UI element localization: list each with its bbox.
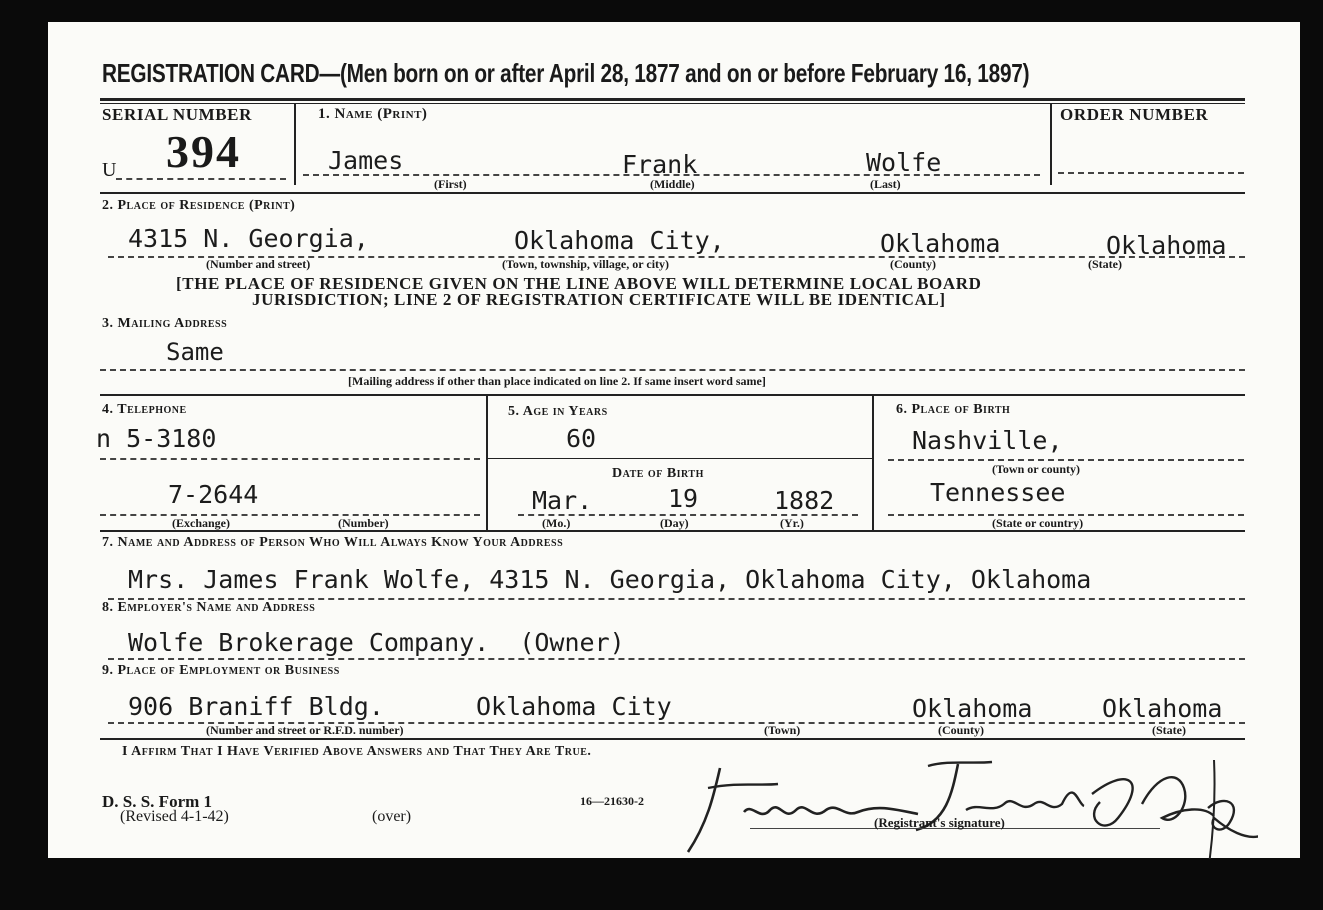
- employer-label: 8. Employer's Name and Address: [102, 600, 316, 615]
- age-value: 60: [566, 424, 597, 453]
- employment-county: Oklahoma: [912, 694, 1033, 723]
- divider: [486, 394, 488, 530]
- divider: [294, 103, 296, 185]
- rule: [100, 394, 1245, 396]
- rule: [108, 658, 1245, 660]
- dob-day-caption: (Day): [660, 516, 689, 530]
- serial-number-value: 394: [166, 126, 241, 177]
- print-code: 16—21630-2: [580, 794, 644, 808]
- registration-card: [48, 22, 1300, 858]
- dob-year-caption: (Yr.): [780, 516, 804, 530]
- card-title: REGISTRATION CARD—(Men born on or after April 28, 1877 and on or before February 16, 1897): [102, 58, 1030, 88]
- employment-state: Oklahoma: [1102, 694, 1223, 723]
- rule: [100, 103, 1245, 104]
- rule: [1058, 172, 1244, 174]
- telephone-line2: 7-2644: [168, 480, 259, 509]
- employment-town-caption: (Town): [764, 723, 801, 737]
- age-label: 5. Age in Years: [508, 404, 608, 419]
- employment-state-caption: (State): [1152, 723, 1186, 737]
- rule: [100, 514, 480, 516]
- dob-month: Mar.: [532, 486, 593, 515]
- birthplace-state-caption: (State or country): [992, 516, 1084, 530]
- rule: [100, 458, 480, 460]
- dob-month-caption: (Mo.): [542, 516, 571, 530]
- residence-street-caption: (Number and street): [206, 257, 311, 271]
- employer-value: Wolfe Brokerage Company. (Owner): [128, 628, 625, 657]
- registrant-signature: [648, 744, 1258, 859]
- residence-label: 2. Place of Residence (Print): [102, 198, 296, 213]
- divider: [1050, 103, 1052, 185]
- contact-value: Mrs. James Frank Wolfe, 4315 N. Georgia, Oklahoma City, Oklahoma: [128, 565, 1092, 594]
- contact-label: 7. Name and Address of Person Who Will Always Know Your Address: [102, 535, 564, 550]
- birthplace-town-caption: (Town or county): [992, 462, 1081, 476]
- residence-town-caption: (Town, township, village, or city): [502, 257, 670, 271]
- residence-state-caption: (State): [1088, 257, 1122, 271]
- first-caption: (First): [434, 177, 467, 191]
- rule: [116, 178, 286, 180]
- over-note: (over): [372, 808, 412, 825]
- rule: [303, 174, 1040, 176]
- rule: [100, 98, 1245, 101]
- employment-label: 9. Place of Employment or Business: [102, 663, 340, 678]
- mailing-caption: [Mailing address if other than place indicated on line 2. If same insert word same]: [348, 374, 766, 388]
- last-caption: (Last): [870, 177, 901, 191]
- form-revised: (Revised 4-1-42): [120, 808, 229, 825]
- employment-street-caption: (Number and street or R.F.D. number): [206, 723, 404, 737]
- mailing-label: 3. Mailing Address: [102, 316, 228, 331]
- rule: [100, 530, 1245, 532]
- order-number-label: ORDER NUMBER: [1060, 105, 1209, 124]
- rule: [100, 738, 1245, 740]
- middle-name: Frank: [622, 150, 698, 179]
- residence-street: 4315 N. Georgia,: [128, 224, 369, 253]
- dob-label: Date of Birth: [612, 466, 704, 481]
- mailing-value: Same: [166, 338, 224, 366]
- first-name: James: [328, 146, 404, 175]
- employment-street: 906 Braniff Bldg.: [128, 692, 384, 721]
- last-name: Wolfe: [866, 148, 942, 177]
- residence-notice-line2: JURISDICTION; LINE 2 OF REGISTRATION CERTIFICATE WILL BE IDENTICAL]: [252, 290, 946, 309]
- employment-county-caption: (County): [938, 723, 985, 737]
- telephone-line1: n 5-3180: [96, 424, 217, 453]
- dob-year: 1882: [774, 486, 835, 515]
- telephone-number-caption: (Number): [338, 516, 389, 530]
- rule: [888, 459, 1244, 461]
- name-label: 1. Name (Print): [318, 106, 428, 122]
- telephone-exchange-caption: (Exchange): [172, 516, 230, 530]
- rule: [488, 458, 872, 459]
- dob-day: 19: [668, 484, 699, 513]
- signature-caption: (Registrant's signature): [874, 815, 1005, 830]
- birthplace-label: 6. Place of Birth: [896, 402, 1011, 417]
- form-name: D. S. S. Form 1: [102, 792, 213, 811]
- affirm-text: I Affirm That I Have Verified Above Answers and That They Are True.: [122, 744, 592, 759]
- serial-prefix: U: [102, 159, 117, 181]
- rule: [100, 369, 1245, 371]
- residence-county-caption: (County): [890, 257, 937, 271]
- employment-town: Oklahoma City: [476, 692, 672, 721]
- residence-town: Oklahoma City,: [514, 226, 725, 255]
- middle-caption: (Middle): [650, 177, 695, 191]
- residence-county: Oklahoma: [880, 229, 1001, 258]
- residence-notice-line1: [THE PLACE OF RESIDENCE GIVEN ON THE LINE ABOVE WILL DETERMINE LOCAL BOARD: [176, 274, 982, 293]
- birthplace-state: Tennessee: [930, 478, 1066, 507]
- divider: [872, 394, 874, 530]
- telephone-label: 4. Telephone: [102, 402, 187, 417]
- birthplace-town: Nashville,: [912, 426, 1063, 455]
- serial-number-label: SERIAL NUMBER: [102, 105, 252, 124]
- residence-state: Oklahoma: [1106, 231, 1227, 260]
- rule: [100, 192, 1245, 194]
